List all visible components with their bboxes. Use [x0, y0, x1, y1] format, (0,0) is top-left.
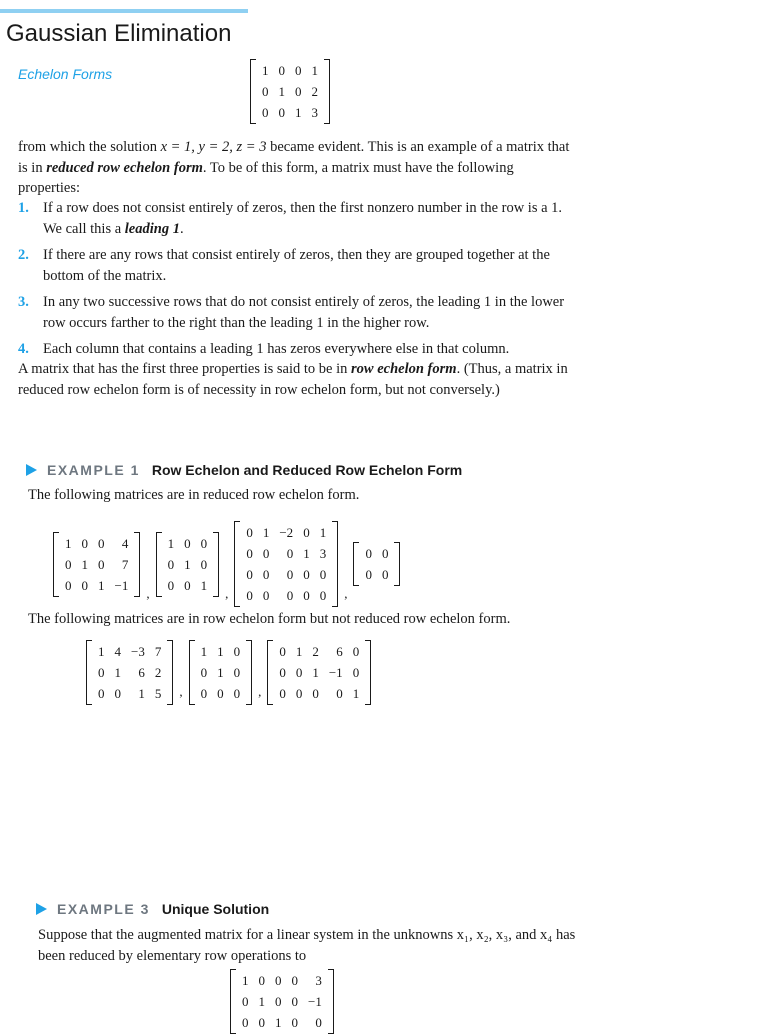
separator-comma: ,	[344, 586, 348, 601]
matrix-cell: 7	[154, 644, 162, 659]
matrix-cell: 0	[98, 556, 105, 572]
matrix-cell: 0	[98, 665, 105, 680]
matrix-cell: 1	[311, 63, 318, 78]
matrix-cell: 1	[352, 686, 360, 701]
property-text: If a row does not consist entirely of zeros, then the first nonzero number in the row is a 1. We call this a	[43, 200, 563, 237]
row-echelon-paragraph	[18, 359, 578, 400]
top-accent-bar	[0, 9, 248, 13]
matrix-cell: 1	[184, 556, 191, 572]
row-matrix-3	[267, 641, 371, 704]
row-matrix-1	[86, 641, 173, 704]
separator-comma: ,	[179, 684, 183, 699]
row-echelon-post: . (Thus, a matrix in reduced row echelon form is of necessity in row echelon form, but not conversely.)	[18, 361, 568, 398]
matrix-cell: 1	[319, 525, 327, 540]
reduced-matrix-1	[53, 533, 140, 596]
example-3-text: Suppose that the augmented matrix for a linear system in the unknowns x₁, x₂, x₃, and x₄ has been reduced by elementary row operations to	[38, 927, 576, 964]
matrix-cell: 4	[114, 644, 121, 659]
property-number: 3.	[18, 294, 29, 310]
reduced-matrix-4	[353, 543, 400, 585]
separator-comma: ,	[146, 586, 150, 601]
matrix-cell: 0	[65, 577, 72, 593]
matrix-cell: 1	[65, 535, 72, 551]
matrix-cell: 0	[303, 588, 310, 603]
matrix-cell: 0	[352, 665, 360, 680]
intro-solution: x = 1, y = 2, z = 3	[160, 139, 267, 155]
matrix-cell: 3	[311, 105, 318, 120]
matrix-cell: 0	[242, 1015, 249, 1030]
matrix-cell: 1	[312, 665, 319, 680]
matrix-cell: 0	[114, 686, 121, 701]
property-item-2	[18, 245, 578, 286]
matrix-cell: 0	[381, 546, 389, 561]
property-item-1	[18, 198, 578, 239]
matrix-cell: 1	[167, 535, 175, 551]
matrix-cell: 0	[258, 973, 265, 988]
reduced-matrix-3	[234, 522, 338, 606]
matrix-cell: 0	[233, 665, 241, 680]
matrix-cell: 0	[275, 973, 282, 988]
intro-term: reduced row echelon form	[46, 159, 203, 176]
example-1-heading	[26, 462, 462, 478]
intro-mid: became evident. This is an example of a matrix that is in	[18, 139, 570, 176]
section-link-echelon-forms[interactable]: Echelon Forms	[18, 66, 113, 82]
matrix-cell: 0	[275, 994, 282, 1009]
matrix-cell: 0	[365, 546, 372, 561]
matrix-cell: 1	[295, 105, 302, 120]
matrix-cell: 0	[246, 588, 253, 603]
matrix-cell: 0	[81, 577, 88, 593]
matrix-cell: 1	[217, 644, 224, 659]
matrix-cell: 0	[258, 1015, 265, 1030]
matrix-cell: −2	[279, 525, 294, 540]
play-triangle-icon	[26, 464, 37, 476]
reduced-matrices-row	[53, 522, 400, 606]
matrix-cell: 2	[154, 665, 162, 680]
matrix-cell: 2	[311, 84, 318, 99]
property-item-3	[18, 292, 578, 333]
play-triangle-icon	[36, 903, 47, 915]
property-text: In any two successive rows that do not consist entirely of zeros, the leading 1 in the lower row occurs farther to the right than the leading 1 in the higher row.	[43, 294, 565, 331]
matrix-cell: 1	[114, 665, 121, 680]
matrix-cell: 0	[246, 525, 253, 540]
matrix-cell: −1	[114, 577, 129, 593]
property-term: leading 1	[124, 220, 180, 237]
intro-post: . To be of this form, a matrix must have the following properties:	[18, 159, 514, 196]
matrix-cell: 0	[312, 686, 319, 701]
matrix-cell: 0	[262, 84, 269, 99]
matrix-cell: 0	[295, 686, 303, 701]
matrix-cell: −3	[131, 644, 145, 659]
example-label: EXAMPLE 3	[57, 901, 150, 917]
matrix-cell: 0	[246, 546, 253, 561]
example-title: Unique Solution	[161, 901, 270, 917]
matrix-cell: 0	[295, 84, 302, 99]
matrix-cell: 0	[246, 567, 253, 582]
matrix-cell: 0	[200, 686, 208, 701]
matrix-cell: 1	[217, 665, 224, 680]
matrix-cell: 0	[200, 556, 208, 572]
matrix-cell: 0	[65, 556, 72, 572]
intro-paragraph	[18, 137, 578, 199]
top-matrix-row	[250, 60, 330, 123]
example-1-row-text: The following matrices are in row echelon form but not reduced row echelon form.	[28, 611, 511, 627]
matrix-cell: 1	[258, 994, 265, 1009]
matrix-cell: 1	[303, 546, 310, 561]
matrix-cell: 0	[291, 973, 298, 988]
matrix-cell: 1	[98, 577, 105, 593]
matrix-cell: 0	[184, 577, 191, 593]
matrix-cell: 0	[315, 1015, 322, 1030]
example-1-reduced-text: The following matrices are in reduced row echelon form.	[28, 487, 360, 503]
matrix-cell: 0	[279, 686, 286, 701]
row-matrix-2	[189, 641, 253, 704]
property-number: 4.	[18, 341, 29, 357]
row-echelon-pre: A matrix that has the first three properties is said to be in	[18, 361, 352, 377]
matrix-cell: 1	[275, 1015, 282, 1030]
example-label: EXAMPLE 1	[47, 462, 140, 478]
property-number: 2.	[18, 247, 29, 263]
property-item-4	[18, 339, 578, 360]
matrix-cell: 0	[217, 686, 224, 701]
matrix-cell: 1	[262, 525, 270, 540]
matrix-cell: −1	[328, 665, 343, 680]
matrix-cell: 1	[138, 686, 145, 701]
properties-list	[18, 198, 578, 366]
matrix-cell: 0	[167, 577, 175, 593]
top-matrix	[250, 60, 330, 123]
reduced-matrix-2	[156, 533, 220, 596]
matrix-cell: 0	[336, 686, 343, 701]
matrix-cell: 7	[121, 556, 129, 572]
matrix-cell: 0	[319, 588, 327, 603]
matrix-cell: 0	[365, 567, 372, 582]
matrix-cell: 0	[303, 567, 310, 582]
matrix-cell: 0	[233, 644, 241, 659]
matrix-cell: 0	[291, 994, 298, 1009]
matrix-cell: 0	[262, 588, 270, 603]
matrix-cell: 0	[286, 588, 294, 603]
matrix-cell: 1	[262, 63, 269, 78]
matrix-cell: 0	[286, 546, 294, 561]
property-number: 1.	[18, 200, 29, 216]
matrix-cell: 1	[295, 644, 303, 659]
matrix-cell: 0	[381, 567, 389, 582]
matrix-cell: 0	[278, 105, 285, 120]
matrix-cell: 0	[184, 535, 191, 551]
page-title: Gaussian Elimination	[6, 20, 232, 47]
intro-pre: from which the solution	[18, 139, 161, 155]
example-3-heading	[36, 901, 269, 917]
matrix-cell: 0	[278, 63, 285, 78]
separator-comma: ,	[258, 684, 262, 699]
matrix-cell: 6	[138, 665, 145, 680]
matrix-cell: 0	[98, 535, 105, 551]
matrix-cell: 0	[167, 556, 175, 572]
matrix-cell: 3	[319, 546, 327, 561]
matrix-cell: 1	[242, 973, 249, 988]
matrix-cell: 0	[303, 525, 310, 540]
property-text: Each column that contains a leading 1 has zeros everywhere else in that column.	[43, 341, 510, 357]
matrix-cell: 0	[279, 665, 286, 680]
matrix-cell: 0	[352, 644, 360, 659]
matrix-cell: 1	[200, 644, 208, 659]
matrix-cell: 0	[319, 567, 327, 582]
matrix-cell: 0	[262, 546, 270, 561]
row-echelon-term: row echelon form	[351, 361, 457, 377]
matrix-cell: 1	[81, 556, 88, 572]
matrix-cell: 0	[200, 535, 208, 551]
matrix-cell: −1	[308, 994, 322, 1009]
matrix-cell: 0	[98, 686, 105, 701]
matrix-cell: 0	[295, 665, 303, 680]
matrix-cell: 4	[121, 535, 129, 551]
example-title: Row Echelon and Reduced Row Echelon Form	[151, 462, 463, 478]
matrix-cell: 5	[154, 686, 162, 701]
matrix-cell: 0	[279, 644, 286, 659]
property-text: If there are any rows that consist entirely of zeros, then they are grouped together at the bottom of the matrix.	[43, 247, 550, 284]
matrix-cell: 1	[98, 644, 105, 659]
matrix-cell: 0	[262, 105, 269, 120]
matrix-cell: 0	[286, 567, 294, 582]
matrix-cell: 6	[336, 644, 343, 659]
matrix-cell: 2	[312, 644, 319, 659]
matrix-cell: 0	[242, 994, 249, 1009]
matrix-cell: 0	[200, 665, 208, 680]
property-tail: .	[179, 220, 184, 237]
matrix-cell: 1	[278, 84, 285, 99]
matrix-cell: 0	[233, 686, 241, 701]
row-matrices-row	[86, 641, 371, 704]
matrix-cell: 1	[200, 577, 208, 593]
matrix-cell: 0	[295, 63, 302, 78]
separator-comma: ,	[225, 586, 229, 601]
matrix-cell: 0	[262, 567, 270, 582]
matrix-cell: 3	[315, 973, 322, 988]
matrix-cell: 0	[291, 1015, 298, 1030]
matrix-cell: 0	[81, 535, 88, 551]
